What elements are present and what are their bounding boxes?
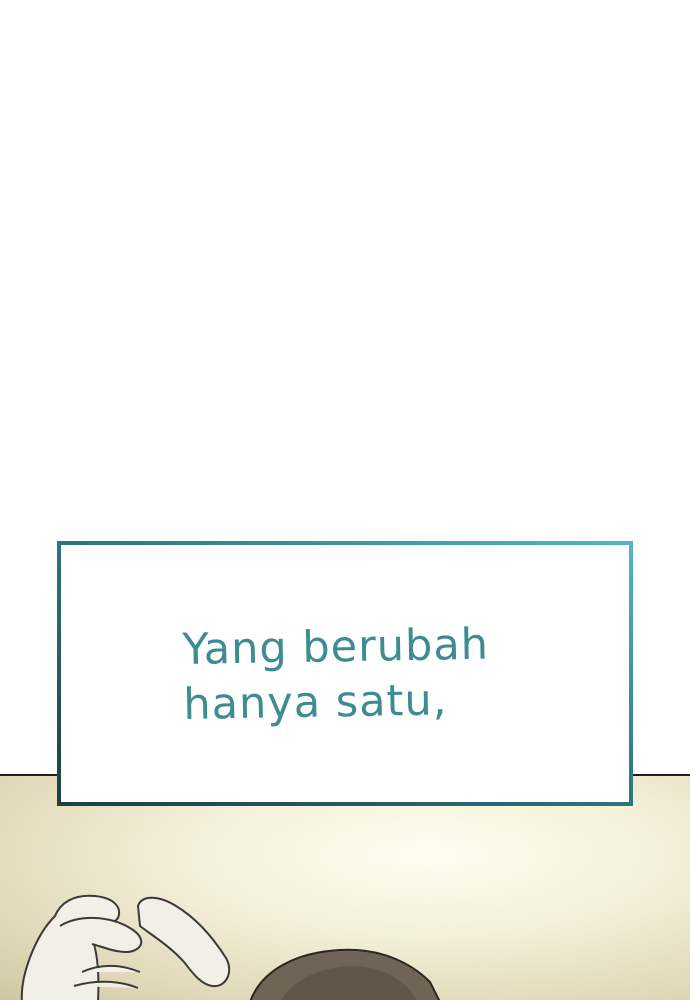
scene-panel — [0, 774, 690, 1000]
caption-text — [182, 618, 490, 733]
gloved-hand — [22, 896, 229, 1000]
caption-line-2: hanya satu, — [182, 675, 448, 730]
caption-line-1: Yang berubah — [182, 619, 490, 675]
narration-caption-box — [57, 541, 633, 806]
hand-and-head-illustration — [0, 776, 690, 1000]
